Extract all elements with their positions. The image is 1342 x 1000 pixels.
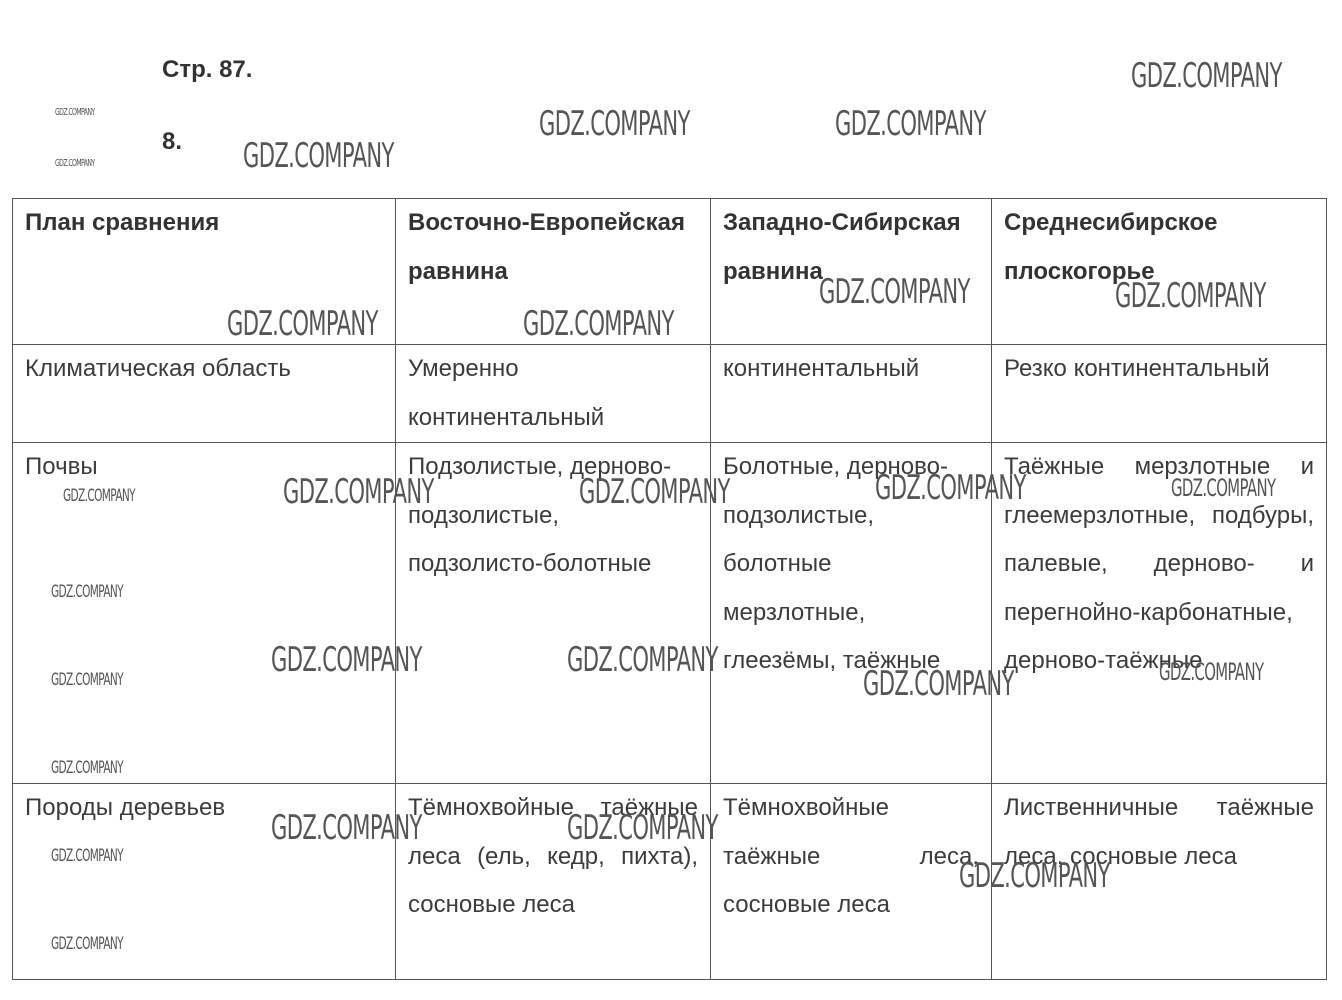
watermark: GDZ.COMPANY [55, 107, 95, 118]
watermark: GDZ.COMPANY [63, 486, 136, 506]
watermark: GDZ.COMPANY [271, 640, 422, 680]
value-cell: Подзолистые, дерново-подзолистые, подзолисто-болотные [396, 443, 711, 784]
task-number: 8. [162, 128, 183, 155]
watermark: GDZ.COMPANY [1159, 658, 1264, 686]
watermark: GDZ.COMPANY [819, 272, 970, 312]
watermark: GDZ.COMPANY [243, 136, 394, 176]
watermark: GDZ.COMPANY [835, 104, 986, 144]
watermark: GDZ.COMPANY [227, 304, 378, 344]
watermark: GDZ.COMPANY [567, 808, 718, 848]
watermark: GDZ.COMPANY [1171, 474, 1276, 502]
value-cell: Таёжные мерзлотные и глеемерзлотные, подбуры, палевые, дерново- и перегнойно-карбонатные, дерново-таёжные [992, 443, 1327, 784]
watermark: GDZ.COMPANY [51, 582, 124, 602]
watermark: GDZ.COMPANY [51, 670, 124, 690]
watermark: GDZ.COMPANY [875, 468, 1026, 508]
watermark: GDZ.COMPANY [863, 664, 1014, 704]
watermark: GDZ.COMPANY [51, 934, 124, 954]
watermark: GDZ.COMPANY [579, 472, 730, 512]
value-cell: Умеренно континентальный [396, 345, 711, 443]
table-row [13, 784, 1327, 980]
comparison-table [12, 198, 1327, 980]
value-cell: Тёмнохвойные таёжные леса, сосновые леса [711, 784, 992, 980]
header-cell: Восточно-Европейская равнина [396, 199, 711, 345]
watermark: GDZ.COMPANY [271, 808, 422, 848]
watermark: GDZ.COMPANY [51, 846, 124, 866]
value-cell: Болотные, дерново-подзолистые, болотные мерзлотные, глеезёмы, таёжные [711, 443, 992, 784]
header-cell: Среднесибирское плоскогорье [992, 199, 1327, 345]
watermark: GDZ.COMPANY [567, 640, 718, 680]
watermark: GDZ.COMPANY [55, 158, 95, 169]
value-cell: континентальный [711, 345, 992, 443]
criterion-cell: Климатическая область [13, 345, 396, 443]
watermark: GDZ.COMPANY [283, 472, 434, 512]
page-label: Стр. 87. [162, 56, 253, 83]
watermark: GDZ.COMPANY [51, 758, 124, 778]
value-cell: Резко континентальный [992, 345, 1327, 443]
header-cell: Западно-Сибирская равнина [711, 199, 992, 345]
table-row [13, 443, 1327, 784]
watermark: GDZ.COMPANY [1131, 56, 1282, 96]
value-cell: Лиственничные таёжные леса, сосновые леса [992, 784, 1327, 980]
header-cell: План сравнения [13, 199, 396, 345]
table-header-row [13, 199, 1327, 345]
criterion-cell: Почвы [13, 443, 396, 784]
table-row [13, 345, 1327, 443]
value-cell: Тёмнохвойные таёжные леса (ель, кедр, пихта), сосновые леса [396, 784, 711, 980]
criterion-cell: Породы деревьев [13, 784, 396, 980]
watermark: GDZ.COMPANY [539, 104, 690, 144]
watermark: GDZ.COMPANY [523, 304, 674, 344]
watermark: GDZ.COMPANY [959, 856, 1110, 896]
watermark: GDZ.COMPANY [1115, 276, 1266, 316]
